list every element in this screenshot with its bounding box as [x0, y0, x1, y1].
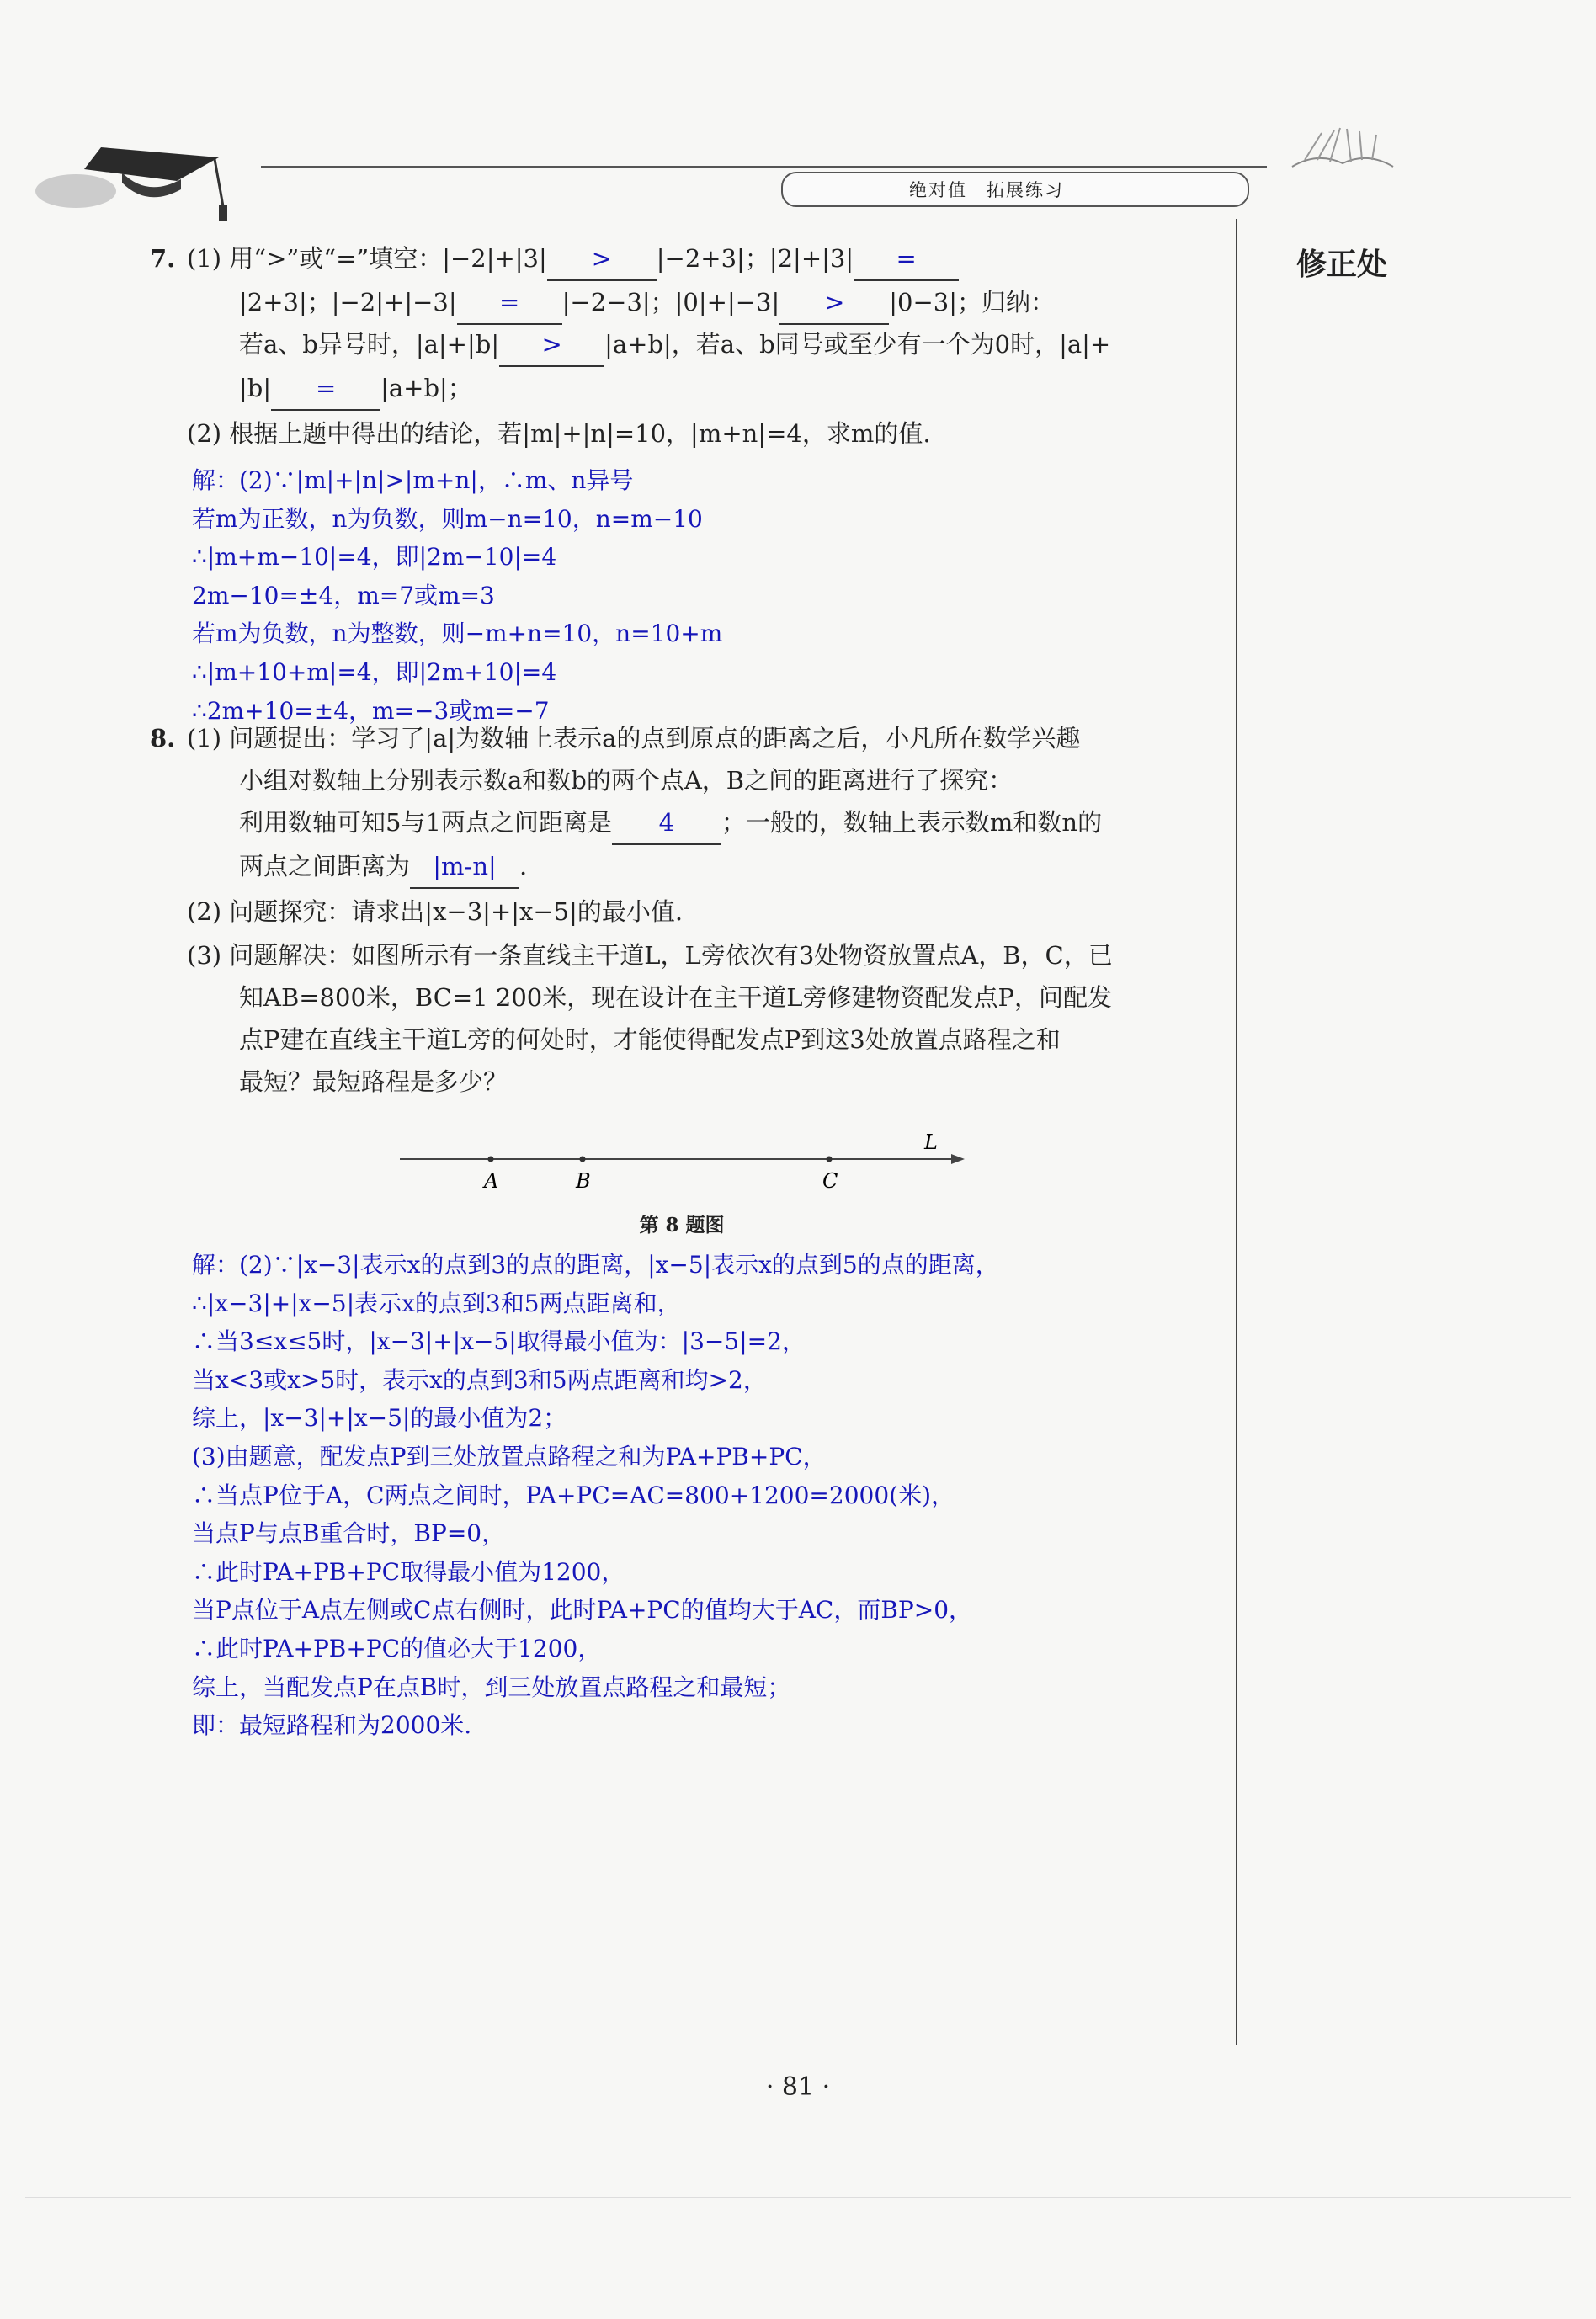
question-7-answer: 解：(2)∵|m|+|n|>|m+n|，∴m、n异号 若m为正数，n为负数，则m−n=10，n=m−10 ∴|m+m−10|=4，即|2m−10|=4 2m−10=±4，m=7或m=3 若m为负数，n为整数，则−m+n=10，n=10+m ∴|m+10+m|=4，即|2m+10|=4 ∴2m+10=±4，m=−3或m=−7	[192, 466, 723, 725]
page-number: · 81 ·	[765, 2072, 831, 2102]
point-c-label: C	[822, 1169, 838, 1193]
question-7-part1-line3: 若a、b异号时，|a|+|b| > |a+b|，若a、b同号或至少有一个为0时，|a|+	[239, 323, 1110, 367]
question-7-part1-line1: (1) 用“>”或“=”填空：|−2|+|3| > |−2+3|；|2|+|3| =	[187, 237, 959, 281]
question-7-number: 7.	[150, 244, 176, 273]
question-8-answer: 解：(2)∵|x−3|表示x的点到3的点的距离，|x−5|表示x的点到5的点的距离， ∴|x−3|+|x−5|表示x的点到3和5两点距离和， ∴当3≤x≤5时，|x−3|+|x−5|取得最小值为：|3−5|=2， 当x<3或x>5时，表示x的点到3和5两点距离和均>2， 综上，|x−3|+|x−5|的最小值为2； (3)由题意，配发点P到三处放置点路程之和为PA+PB+PC， ∴当点P位于A，C两点之间时，PA+PC=AC=800+1200=2000(米)， 当点P与点B重合时，BP=0， ∴此时PA+PB+PC取得最小值为1200， 当P点位于A点左侧或C点右侧时，此时PA+PC的值均大于AC，而BP>0， ∴此时PA+PB+PC的值必大于1200， 综上，当配发点P在点B时，到三处放置点路程之和最短； 即：最短路程和为2000米.	[192, 1251, 999, 1740]
point-b-label: B	[576, 1169, 591, 1193]
margin-divider	[1236, 219, 1237, 2045]
question-7-part1-line4: |b| = |a+b|；	[239, 367, 472, 411]
point-a-label: A	[484, 1169, 499, 1193]
question-8-part1: (1) 问题提出：学习了|a|为数轴上表示a的点到原点的距离之后，小凡所在数学兴趣 小组对数轴上分别表示数a和数b的两个点A，B之间的距离进行了探究： 利用数轴可知5与1两点之间距离是 4 ；一般的，数轴上表示数m和数n的 两点之间距离为 |m-n| .	[187, 717, 1102, 889]
footer-rule	[25, 2197, 1571, 2198]
question-7-part1-line2: |2+3|；|−2|+|−3| = |−2−3|；|0|+|−3| > |0−3|；归纳：	[239, 281, 1055, 325]
question-8-part3: (3) 问题解决：如图所示有一条直线主干道L，L旁依次有3处物资放置点A，B，C，已 知AB=800米，BC=1 200米，现在设计在主干道L旁修建物资配发点P，问配发 点P建在直线主干道L旁的何处时，才能使得配发点P到这3处放置点路程之和 最短？最短路程是多少？	[187, 941, 1113, 1096]
question-8-number: 8.	[150, 724, 176, 753]
question-8-part2: (2) 问题探究：请求出|x−3|+|x−5|的最小值.	[187, 897, 684, 926]
header-title: 绝对值 拓展练习	[909, 180, 1064, 200]
correction-label: 修正处	[1296, 247, 1388, 282]
question-7-part2: (2) 根据上题中得出的结论，若|m|+|n|=10，|m+n|=4，求m的值.	[187, 419, 931, 448]
graduation-cap-icon	[8, 139, 253, 223]
open-book-icon	[1288, 126, 1397, 173]
line-l-label: L	[924, 1132, 938, 1154]
figure-caption: 第 8 题图	[639, 1214, 725, 1237]
header-rule	[261, 166, 1267, 168]
